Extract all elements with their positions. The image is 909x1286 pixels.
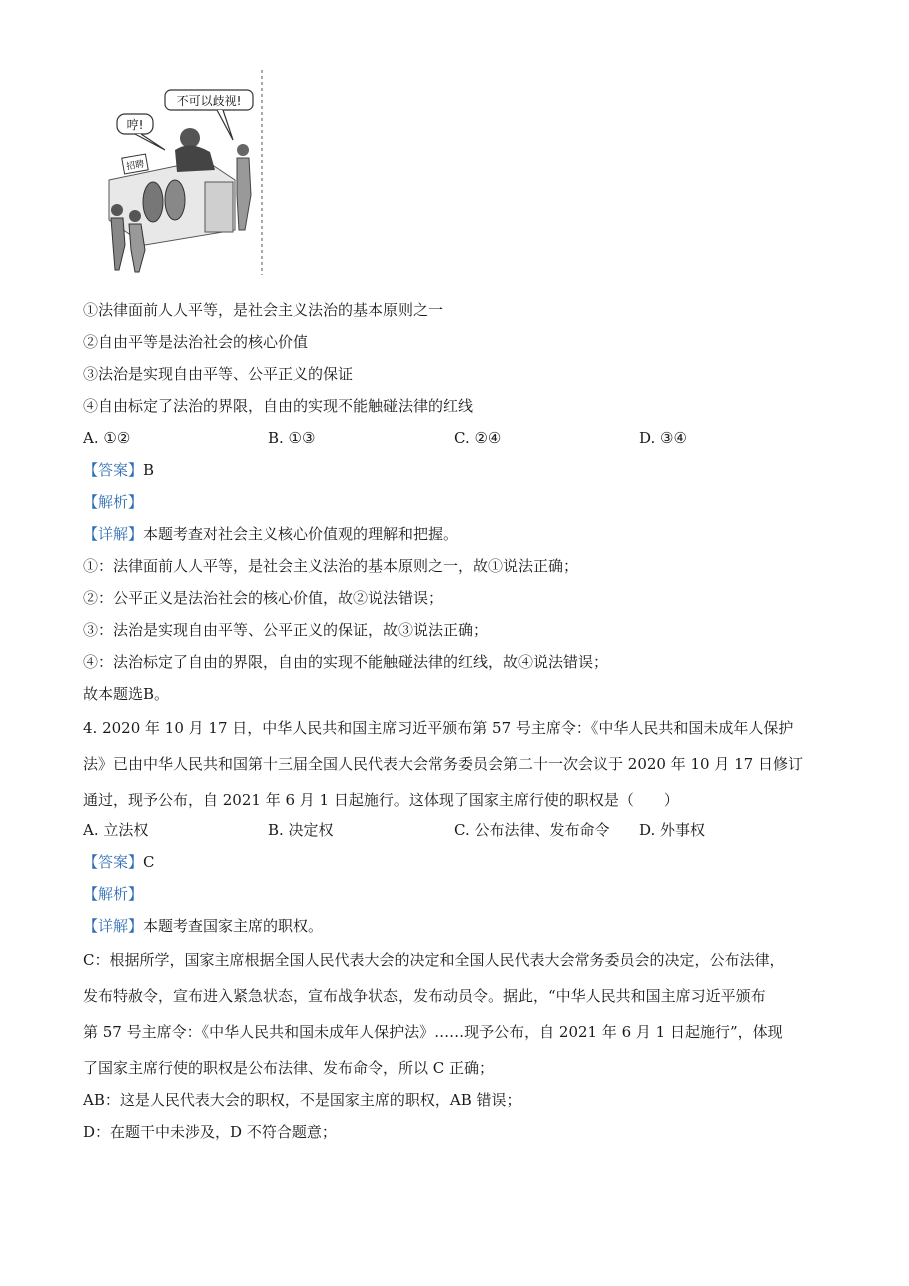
q3-answer-value: B	[143, 461, 155, 479]
q4-answer	[83, 852, 155, 872]
q3-answer-label: 【答案】	[83, 461, 144, 479]
q4-stem-2: 法》已由中华人民共和国第十三届全国人民代表大会常务委员会第二十一次会议于 2020 年 10 月 17 日修订	[83, 755, 803, 773]
q4-explain-2: 发布特赦令，宣布进入紧急状态，宣布战争状态，发布动员令。据此，“中华人民共和国主席习近平颁布	[83, 987, 766, 1005]
q4-explain-6: D：在题干中未涉及，D 不符合题意；	[83, 1123, 337, 1141]
q4-answer-value: C	[143, 853, 155, 871]
q3-statement-4: ④自由标定了法治的界限，自由的实现不能触碰法律的红线	[83, 397, 474, 415]
q3-explain-2: ②：公平正义是法治社会的核心价值，故②说法错误；	[83, 589, 444, 607]
q3-answer	[83, 460, 154, 480]
q4-explain-1: C：根据所学，国家主席根据全国人民代表大会的决定和全国人民代表大会常务委员会的决定，公布法律，	[83, 951, 785, 969]
q4-detail-label: 【详解】	[83, 917, 144, 935]
q3-statement-1: ①法律面前人人平等，是社会主义法治的基本原则之一	[83, 301, 444, 319]
q4-explain-4: 了国家主席行使的职权是公布法律、发布命令，所以 C 正确；	[83, 1059, 495, 1077]
q3-option-c: C. ②④	[454, 429, 502, 447]
q4-option-d: D. 外事权	[639, 821, 706, 839]
q3-option-d: D. ③④	[639, 429, 687, 447]
q3-option-a: A. ①②	[83, 429, 131, 447]
q3-statement-2: ②自由平等是法治社会的核心价值	[83, 333, 309, 351]
q3-explain-1: ①：法律面前人人平等，是社会主义法治的基本原则之一，故①说法正确；	[83, 557, 579, 575]
bubble-left-text: 哼!	[126, 118, 144, 132]
q4-stem-3: 通过，现予公布，自 2021 年 6 月 1 日起施行。这体现了国家主席行使的职权是（ ）	[83, 791, 679, 809]
q3-detail-text: 本题考查对社会主义核心价值观的理解和把握。	[143, 525, 459, 543]
discrimination-cartoon	[105, 70, 275, 275]
q3-explain-3: ③：法治是实现自由平等、公平正义的保证，故③说法正确；	[83, 621, 489, 639]
q3-detail-label: 【详解】	[83, 525, 144, 543]
q3-conclusion: 故本题选B。	[83, 685, 170, 703]
q4-detail	[83, 916, 323, 936]
q3-statement-3: ③法治是实现自由平等、公平正义的保证	[83, 365, 354, 383]
bubble-right-text: 不可以歧视!	[176, 94, 242, 108]
q4-explain-3: 第 57 号主席令：《中华人民共和国未成年人保护法》……现予公布，自 2021 年 6 月 1 日起施行”，体现	[83, 1023, 783, 1041]
q4-option-c: C. 公布法律、发布命令	[454, 821, 610, 839]
q4-stem-1: 4. 2020 年 10 月 17 日，中华人民共和国主席习近平颁布第 57 号主席令：《中华人民共和国未成年人保护	[83, 719, 794, 737]
q4-analysis-label: 【解析】	[83, 885, 144, 903]
recruit-sign-text: 招聘	[125, 159, 146, 173]
q4-answer-label: 【答案】	[83, 853, 144, 871]
q4-explain-5: AB：这是人民代表大会的职权，不是国家主席的职权，AB 错误；	[83, 1091, 522, 1109]
q4-detail-text: 本题考查国家主席的职权。	[143, 917, 324, 935]
q3-explain-4: ④：法治标定了自由的界限，自由的实现不能触碰法律的红线，故④说法错误；	[83, 653, 609, 671]
q3-option-b: B. ①③	[268, 429, 316, 447]
q4-option-a: A. 立法权	[83, 821, 149, 839]
q4-option-b: B. 决定权	[268, 821, 334, 839]
q3-analysis-label: 【解析】	[83, 493, 144, 511]
q3-detail	[83, 524, 458, 544]
